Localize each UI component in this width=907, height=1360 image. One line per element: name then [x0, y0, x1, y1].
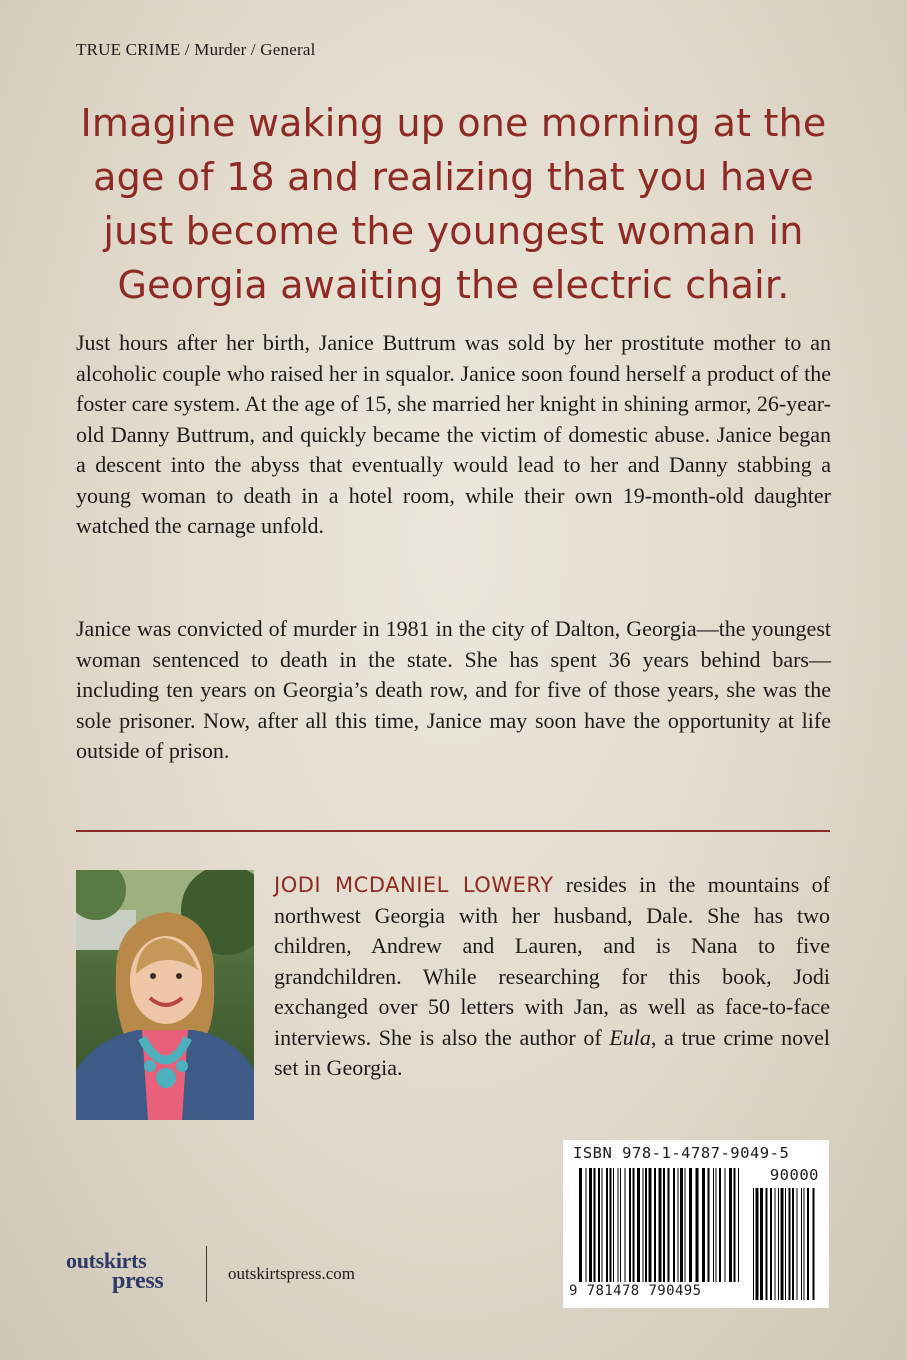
isbn-label: ISBN 978-1-4787-9049-5	[573, 1144, 790, 1162]
author-bio-text-2: , a true crime novel set in Georgia.	[274, 1024, 830, 1080]
price-code: 90000	[769, 1166, 819, 1184]
isbn-barcode	[563, 1140, 829, 1308]
author-book-title: Eula	[609, 1024, 651, 1050]
synopsis-paragraph-1: Just hours after her birth, Janice Buttrum was sold by her prostitute mother to an alcoholic couple who raised her in squalor. Janice soon found herself a product of the foster care system. At the age of 15, she married her knight in shining armor, 26-year-old Danny Buttrum, and quickly became the victim of domestic abuse. Janice began a descent into the abyss that eventually would lead to her and Danny stabbing a young woman to death in a hotel room, while their own 19-month-old daughter watched the carnage unfold.	[76, 330, 832, 538]
barcode-digits: 9 781478 790495	[569, 1283, 702, 1299]
publisher-logo-line1: outskirts	[66, 1248, 147, 1273]
category-label: TRUE CRIME / Murder / General	[76, 40, 316, 59]
publisher-logo	[66, 1248, 191, 1298]
synopsis-paragraph-2: Janice was convicted of murder in 1981 in the city of Dalton, Georgia—the youngest woman sentenced to death in the state. She has spent 36 years behind bars—including ten years on Georgia’s death row, and for five of those years, she was the sole prisoner. Now, after all this time, Janice may soon have the opportunity at life outside of prison.	[76, 616, 831, 763]
author-bio-text-1: resides in the mountains of northwest Georgia with her husband, Dale. She has two children, Andrew and Lauren, and is Nana to five grandchildren. While researching for this book, Jodi exchanged over 50 letters with Jan, as well as face-to-face interviews. She is also the author of	[274, 872, 830, 1050]
author-name: JODI MCDANIEL LOWERY	[274, 873, 554, 897]
author-bio	[274, 870, 830, 1084]
publisher-separator	[206, 1246, 207, 1302]
publisher-url: outskirtspress.com	[228, 1264, 356, 1283]
publisher-logo-line2: press	[112, 1268, 164, 1294]
author-photo	[76, 870, 254, 1120]
section-divider	[76, 830, 830, 832]
headline: Imagine waking up one morning at the age of 18 and realizing that you have just become the youngest woman in Georgia awaiting the electric chair.	[80, 101, 827, 307]
